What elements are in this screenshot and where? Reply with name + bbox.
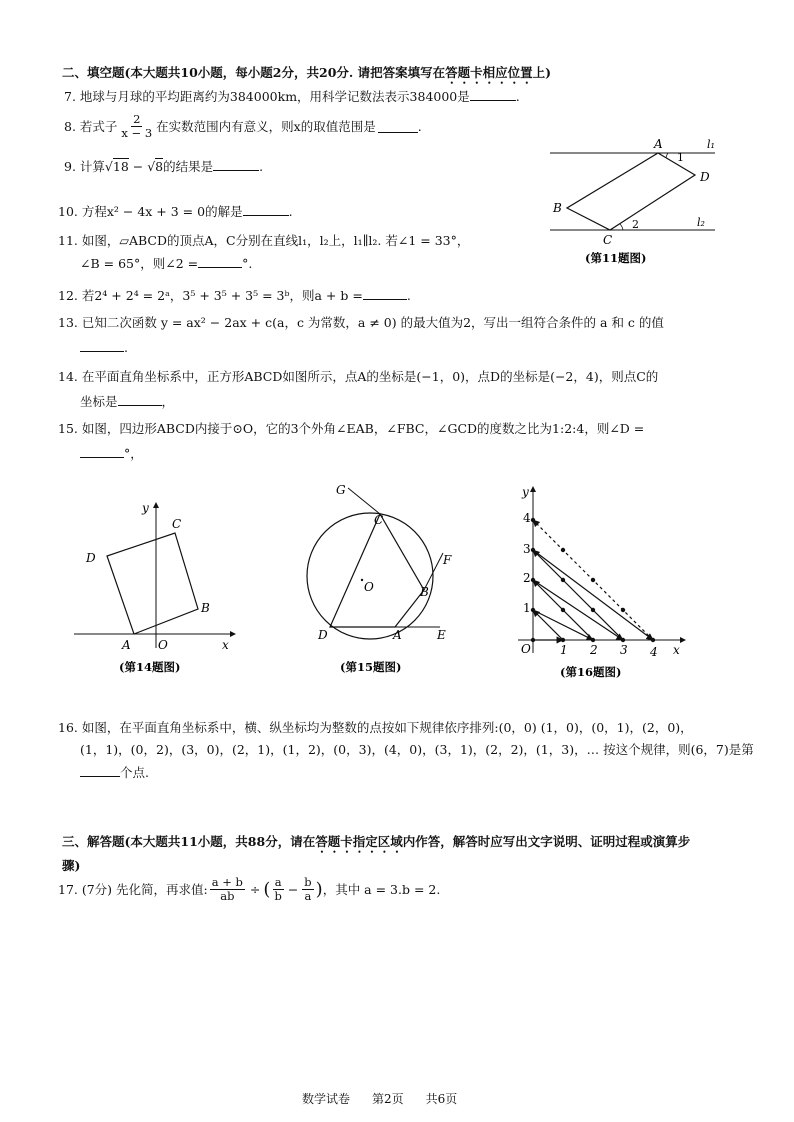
figure-14 — [72, 498, 242, 683]
path-segment — [533, 550, 623, 640]
figure-16 — [508, 478, 690, 683]
label-l1: l₁ — [707, 138, 715, 151]
label-y: y — [522, 485, 529, 499]
center-point — [361, 579, 363, 581]
path-segment — [533, 550, 653, 640]
answer-blank[interactable] — [213, 158, 259, 171]
lattice-point — [531, 578, 535, 582]
caption-fig14: (第14题图) — [119, 660, 181, 674]
question-7: 7. 地球与月球的平均距离约为384000km，用科学记数法表示384000是 . — [64, 89, 520, 104]
lattice-point — [561, 548, 565, 552]
lattice-point — [561, 578, 565, 582]
tick-y2: 2 — [523, 571, 531, 585]
answer-blank[interactable] — [198, 255, 242, 268]
label-C: C — [374, 513, 384, 527]
lattice-point — [591, 638, 595, 642]
caption-fig16: (第16题图) — [560, 665, 622, 679]
tick-x1: 1 — [560, 643, 568, 657]
answer-blank[interactable] — [118, 393, 162, 406]
label-angle-2: 2 — [632, 218, 639, 231]
label-y: y — [142, 501, 149, 515]
lattice-point — [651, 638, 655, 642]
lattice-point — [591, 578, 595, 582]
tick-y3: 3 — [523, 542, 531, 556]
extension-dc-g — [348, 488, 380, 514]
section-title-fill: 二、填空题(本大题共10小题，每小题2分，共20分. 请把答案填写在答题卡相应位置上) — [62, 65, 552, 80]
answer-blank[interactable] — [80, 764, 120, 777]
answer-blank[interactable] — [470, 88, 516, 101]
label-D: D — [318, 628, 328, 642]
label-F: F — [443, 553, 452, 567]
label-D: D — [700, 170, 710, 184]
question-17: 17. (7分) 先化简，再求值: $\frac{a + b}{ab}$ ÷ ( $\frac{a}{b}$ − $\frac{b}{a}$ ) ，其中 a = 3.b = 2. — [58, 875, 441, 903]
path-segment — [533, 580, 623, 640]
page-footer: 数学试卷 第2页 共6页 — [302, 1092, 458, 1106]
quadrilateral-abcd — [330, 514, 424, 627]
question-15: 15. 如图，四边形ABCD内接于⊙O，它的3个外角∠EAB，∠FBC，∠GCD的度数之比为1:2:4，则∠D = °， — [58, 421, 645, 461]
question-11: 11. 如图，▱ABCD的顶点A，C分别在直线l₁，l₂上，l₁∥l₂. 若∠1 = 33°， ∠B = 65°，则∠2 = °. — [58, 233, 470, 271]
answer-blank[interactable] — [243, 203, 289, 216]
fraction: $\frac{2}{x - 3}$ — [121, 112, 153, 140]
tick-x4: 4 — [650, 645, 658, 659]
question-8: 8. 若式子 $\frac{2}{x - 3}$ 在实数范围内有意义，则x的取值范围是 . — [64, 112, 422, 140]
answer-blank[interactable] — [80, 445, 124, 458]
label-O: O — [521, 642, 531, 656]
lattice-point — [621, 638, 625, 642]
fraction: $\frac{b}{a}$ — [304, 875, 312, 903]
label-angle-1: 1 — [677, 151, 684, 164]
tick-x2: 2 — [590, 643, 598, 657]
figure-11 — [540, 128, 725, 268]
label-l2: l₂ — [697, 216, 705, 229]
circle-o — [307, 513, 433, 639]
label-C: C — [603, 233, 613, 247]
lattice-point — [531, 518, 535, 522]
section-title-solve: 三、解答题(本大题共11小题，共88分，请在答题卡指定区域内作答，解答时应写出文字说明、证明过程或演算步 骤) — [62, 834, 691, 873]
question-13: 13. 已知二次函数 y = ax² − 2ax + c(a，c 为常数，a ≠ 0) 的最大值为2，写出一组符合条件的 a 和 c 的值 . — [58, 315, 664, 355]
label-A: A — [393, 628, 402, 642]
fraction: $\frac{a + b}{ab}$ — [211, 875, 243, 903]
label-B: B — [553, 201, 562, 215]
question-10: 10. 方程x² − 4x + 3 = 0的解是 . — [58, 204, 293, 219]
lattice-point — [561, 638, 565, 642]
label-x: x — [673, 643, 680, 657]
caption-fig15: (第15题图) — [340, 660, 402, 674]
lattice-point — [531, 548, 535, 552]
answer-blank[interactable] — [80, 339, 124, 352]
tick-y1: 1 — [523, 601, 531, 615]
square-abcd — [107, 533, 198, 634]
label-B: B — [201, 601, 210, 615]
lattice-point — [531, 608, 535, 612]
label-A: A — [654, 137, 663, 151]
figure-15 — [300, 478, 460, 683]
label-D: D — [86, 551, 96, 565]
label-O: O — [364, 580, 374, 594]
fraction: $\frac{a}{b}$ — [274, 875, 282, 903]
label-B: B — [420, 585, 429, 599]
label-E: E — [437, 628, 446, 642]
caption-fig11: (第11题图) — [585, 251, 647, 265]
lattice-point — [531, 638, 535, 642]
question-12: 12. 若2⁴ + 2⁴ = 2ᵃ，3⁵ + 3⁵ + 3⁵ = 3ᵇ，则a + b = . — [58, 288, 411, 303]
label-x: x — [222, 638, 229, 652]
label-G: G — [336, 483, 346, 497]
question-9: 9. 计算√18 − √8的结果是 . — [64, 159, 264, 174]
answer-blank[interactable] — [378, 120, 418, 133]
tick-y4: 4 — [523, 511, 531, 525]
tick-x3: 3 — [620, 643, 628, 657]
answer-blank[interactable] — [363, 287, 407, 300]
label-A: A — [122, 638, 131, 652]
path-segment — [533, 610, 563, 640]
question-14: 14. 在平面直角坐标系中，正方形ABCD如图所示，点A的坐标是(−1，0)，点D的坐标是(−2，4)，则点C的 坐标是 ， — [58, 369, 659, 409]
question-16: 16. 如图，在平面直角坐标系中，横、纵坐标均为整数的点按如下规律依序排列:(0，0) (1，0)，(0，1)，(2，0)， (1，1)，(0，2)，(3，0)，(2，1)，(1，2)，(0，3)，(4，0)，(3，1)，(2，2)，(1，3)，… 按这个规律，则(6，7)是第 个点. — [58, 720, 754, 780]
lattice-point — [621, 608, 625, 612]
label-O: O — [158, 638, 168, 652]
lattice-point — [591, 608, 595, 612]
label-C: C — [172, 517, 182, 531]
parallelogram-abcd — [567, 153, 695, 230]
lattice-point — [561, 608, 565, 612]
